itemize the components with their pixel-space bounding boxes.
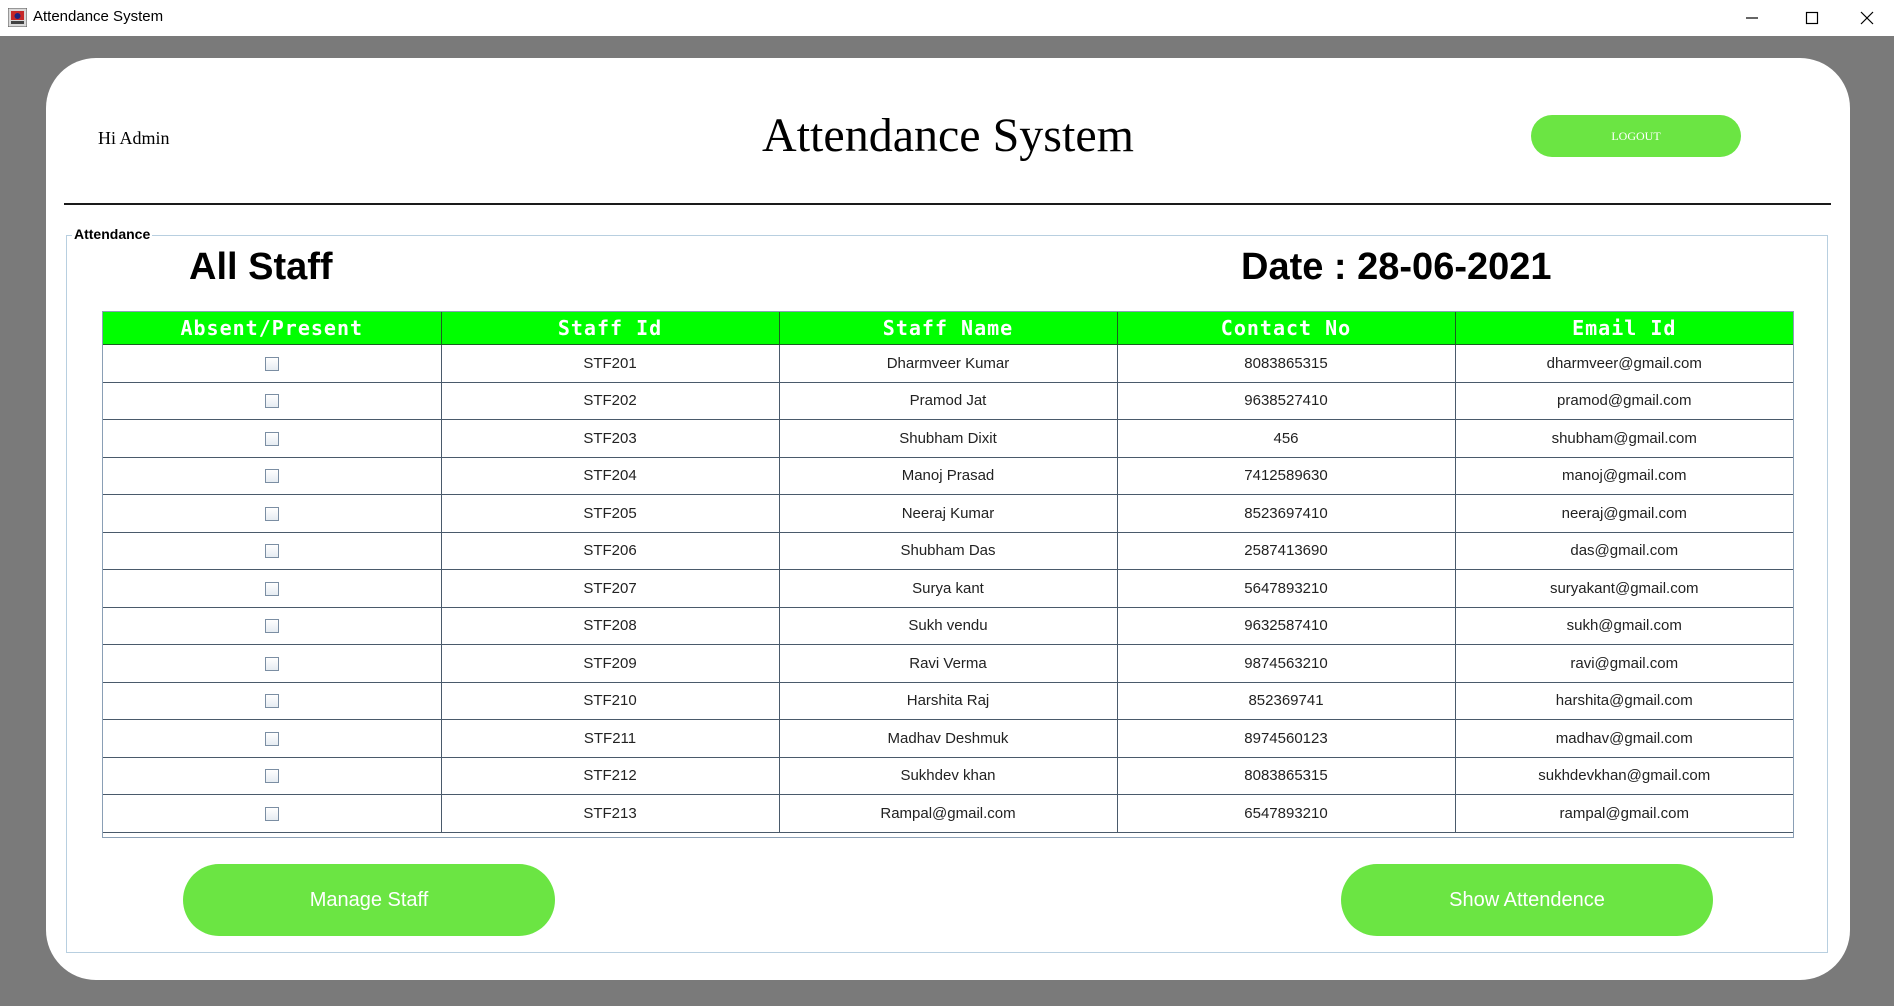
window-titlebar	[0, 0, 1894, 36]
attendance-cell	[103, 457, 441, 495]
contact-no-cell: 8974560123	[1117, 720, 1455, 758]
table-row[interactable]	[103, 607, 1793, 645]
table-row[interactable]	[103, 345, 1793, 383]
attendance-checkbox[interactable]	[265, 507, 279, 521]
attendance-cell	[103, 532, 441, 570]
attendance-checkbox[interactable]	[265, 732, 279, 746]
attendance-cell	[103, 645, 441, 683]
contact-no-cell: 2587413690	[1117, 532, 1455, 570]
page-title: Attendance System	[762, 109, 1134, 162]
attendance-cell	[103, 720, 441, 758]
attendance-cell	[103, 495, 441, 533]
staff-name-cell: Dharmveer Kumar	[779, 345, 1117, 383]
staff-name-cell: Manoj Prasad	[779, 457, 1117, 495]
panel-legend: Attendance	[74, 226, 151, 242]
minimize-icon	[1745, 11, 1759, 25]
table-row[interactable]	[103, 757, 1793, 795]
table-row[interactable]	[103, 382, 1793, 420]
staff-name-cell: Shubham Dixit	[779, 420, 1117, 458]
attendance-cell	[103, 420, 441, 458]
staff-name-cell: Rampal@gmail.com	[779, 795, 1117, 833]
staff-name-cell: Sukhdev khan	[779, 757, 1117, 795]
staff-id-cell: STF205	[441, 495, 779, 533]
staff-name-cell: Pramod Jat	[779, 382, 1117, 420]
contact-no-cell: 6547893210	[1117, 795, 1455, 833]
table-row[interactable]	[103, 795, 1793, 833]
main-card	[46, 58, 1850, 980]
staff-id-cell: STF210	[441, 682, 779, 720]
contact-no-cell: 9632587410	[1117, 607, 1455, 645]
staff-name-cell: Madhav Deshmuk	[779, 720, 1117, 758]
staff-name-cell: Neeraj Kumar	[779, 495, 1117, 533]
table-row[interactable]	[103, 682, 1793, 720]
table-row[interactable]	[103, 457, 1793, 495]
table-row[interactable]	[103, 532, 1793, 570]
attendance-cell	[103, 570, 441, 608]
email-id-cell: shubham@gmail.com	[1455, 420, 1793, 458]
staff-id-cell: STF212	[441, 757, 779, 795]
contact-no-cell: 5647893210	[1117, 570, 1455, 608]
contact-no-cell: 8083865315	[1117, 345, 1455, 383]
attendance-cell	[103, 757, 441, 795]
contact-no-cell: 8523697410	[1117, 495, 1455, 533]
attendance-checkbox[interactable]	[265, 357, 279, 371]
attendance-checkbox[interactable]	[265, 769, 279, 783]
email-id-cell: rampal@gmail.com	[1455, 795, 1793, 833]
staff-id-cell: STF201	[441, 345, 779, 383]
email-id-cell: das@gmail.com	[1455, 532, 1793, 570]
table-header-row	[103, 312, 1793, 345]
staff-id-cell: STF206	[441, 532, 779, 570]
attendance-cell	[103, 795, 441, 833]
email-id-cell: sukh@gmail.com	[1455, 607, 1793, 645]
window-title: Attendance System	[33, 8, 164, 25]
staff-name-cell: Sukh vendu	[779, 607, 1117, 645]
contact-no-cell: 456	[1117, 420, 1455, 458]
contact-no-cell: 7412589630	[1117, 457, 1455, 495]
date-label: Date : 28-06-2021	[1241, 246, 1552, 288]
staff-id-cell: STF213	[441, 795, 779, 833]
staff-id-cell: STF208	[441, 607, 779, 645]
show-attendance-button[interactable]: Show Attendence	[1341, 864, 1713, 936]
attendance-checkbox[interactable]	[265, 619, 279, 633]
staff-name-cell: Shubham Das	[779, 532, 1117, 570]
contact-no-cell: 9638527410	[1117, 382, 1455, 420]
attendance-checkbox[interactable]	[265, 432, 279, 446]
contact-no-cell: 9874563210	[1117, 645, 1455, 683]
staff-name-cell: Harshita Raj	[779, 682, 1117, 720]
staff-id-cell: STF211	[441, 720, 779, 758]
staff-id-cell: STF204	[441, 457, 779, 495]
attendance-cell	[103, 682, 441, 720]
staff-id-cell: STF202	[441, 382, 779, 420]
maximize-icon	[1805, 11, 1819, 25]
greeting-label: Hi Admin	[98, 128, 170, 148]
column-header-absent-present[interactable]: Absent/Present	[103, 312, 441, 345]
email-id-cell: neeraj@gmail.com	[1455, 495, 1793, 533]
staff-name-cell: Ravi Verma	[779, 645, 1117, 683]
column-header-staff-id[interactable]: Staff Id	[441, 312, 779, 345]
email-id-cell: manoj@gmail.com	[1455, 457, 1793, 495]
attendance-cell	[103, 345, 441, 383]
attendance-cell	[103, 607, 441, 645]
attendance-checkbox[interactable]	[265, 807, 279, 821]
minimize-button[interactable]	[1724, 0, 1779, 36]
close-button[interactable]	[1839, 0, 1894, 36]
table-row[interactable]	[103, 420, 1793, 458]
table-row[interactable]	[103, 645, 1793, 683]
email-id-cell: ravi@gmail.com	[1455, 645, 1793, 683]
attendance-panel	[66, 226, 1828, 953]
email-id-cell: harshita@gmail.com	[1455, 682, 1793, 720]
attendance-checkbox[interactable]	[265, 582, 279, 596]
column-header-staff-name[interactable]: Staff Name	[779, 312, 1117, 345]
staff-id-cell: STF203	[441, 420, 779, 458]
attendance-checkbox[interactable]	[265, 544, 279, 558]
table-row[interactable]	[103, 720, 1793, 758]
table-row[interactable]	[103, 570, 1793, 608]
staff-id-cell: STF209	[441, 645, 779, 683]
attendance-cell	[103, 382, 441, 420]
staff-id-cell: STF207	[441, 570, 779, 608]
section-heading: All Staff	[189, 246, 333, 288]
attendance-checkbox[interactable]	[265, 657, 279, 671]
email-id-cell: dharmveer@gmail.com	[1455, 345, 1793, 383]
email-id-cell: sukhdevkhan@gmail.com	[1455, 757, 1793, 795]
attendance-checkbox[interactable]	[265, 694, 279, 708]
attendance-checkbox[interactable]	[265, 469, 279, 483]
column-header-contact-no[interactable]: Contact No	[1117, 312, 1455, 345]
staff-name-cell: Surya kant	[779, 570, 1117, 608]
header-divider	[64, 203, 1831, 205]
maximize-button[interactable]	[1784, 0, 1839, 36]
table-row[interactable]	[103, 495, 1793, 533]
app-icon	[8, 8, 27, 27]
email-id-cell: suryakant@gmail.com	[1455, 570, 1793, 608]
email-id-cell: pramod@gmail.com	[1455, 382, 1793, 420]
staff-table-body	[103, 345, 1793, 833]
email-id-cell: madhav@gmail.com	[1455, 720, 1793, 758]
contact-no-cell: 8083865315	[1117, 757, 1455, 795]
column-header-email-id[interactable]: Email Id	[1455, 312, 1793, 345]
staff-table	[103, 312, 1793, 833]
close-icon	[1860, 11, 1874, 25]
contact-no-cell: 852369741	[1117, 682, 1455, 720]
logout-button[interactable]: LOGOUT	[1531, 115, 1741, 157]
manage-staff-button[interactable]: Manage Staff	[183, 864, 555, 936]
attendance-checkbox[interactable]	[265, 394, 279, 408]
staff-table-container[interactable]	[102, 311, 1794, 838]
